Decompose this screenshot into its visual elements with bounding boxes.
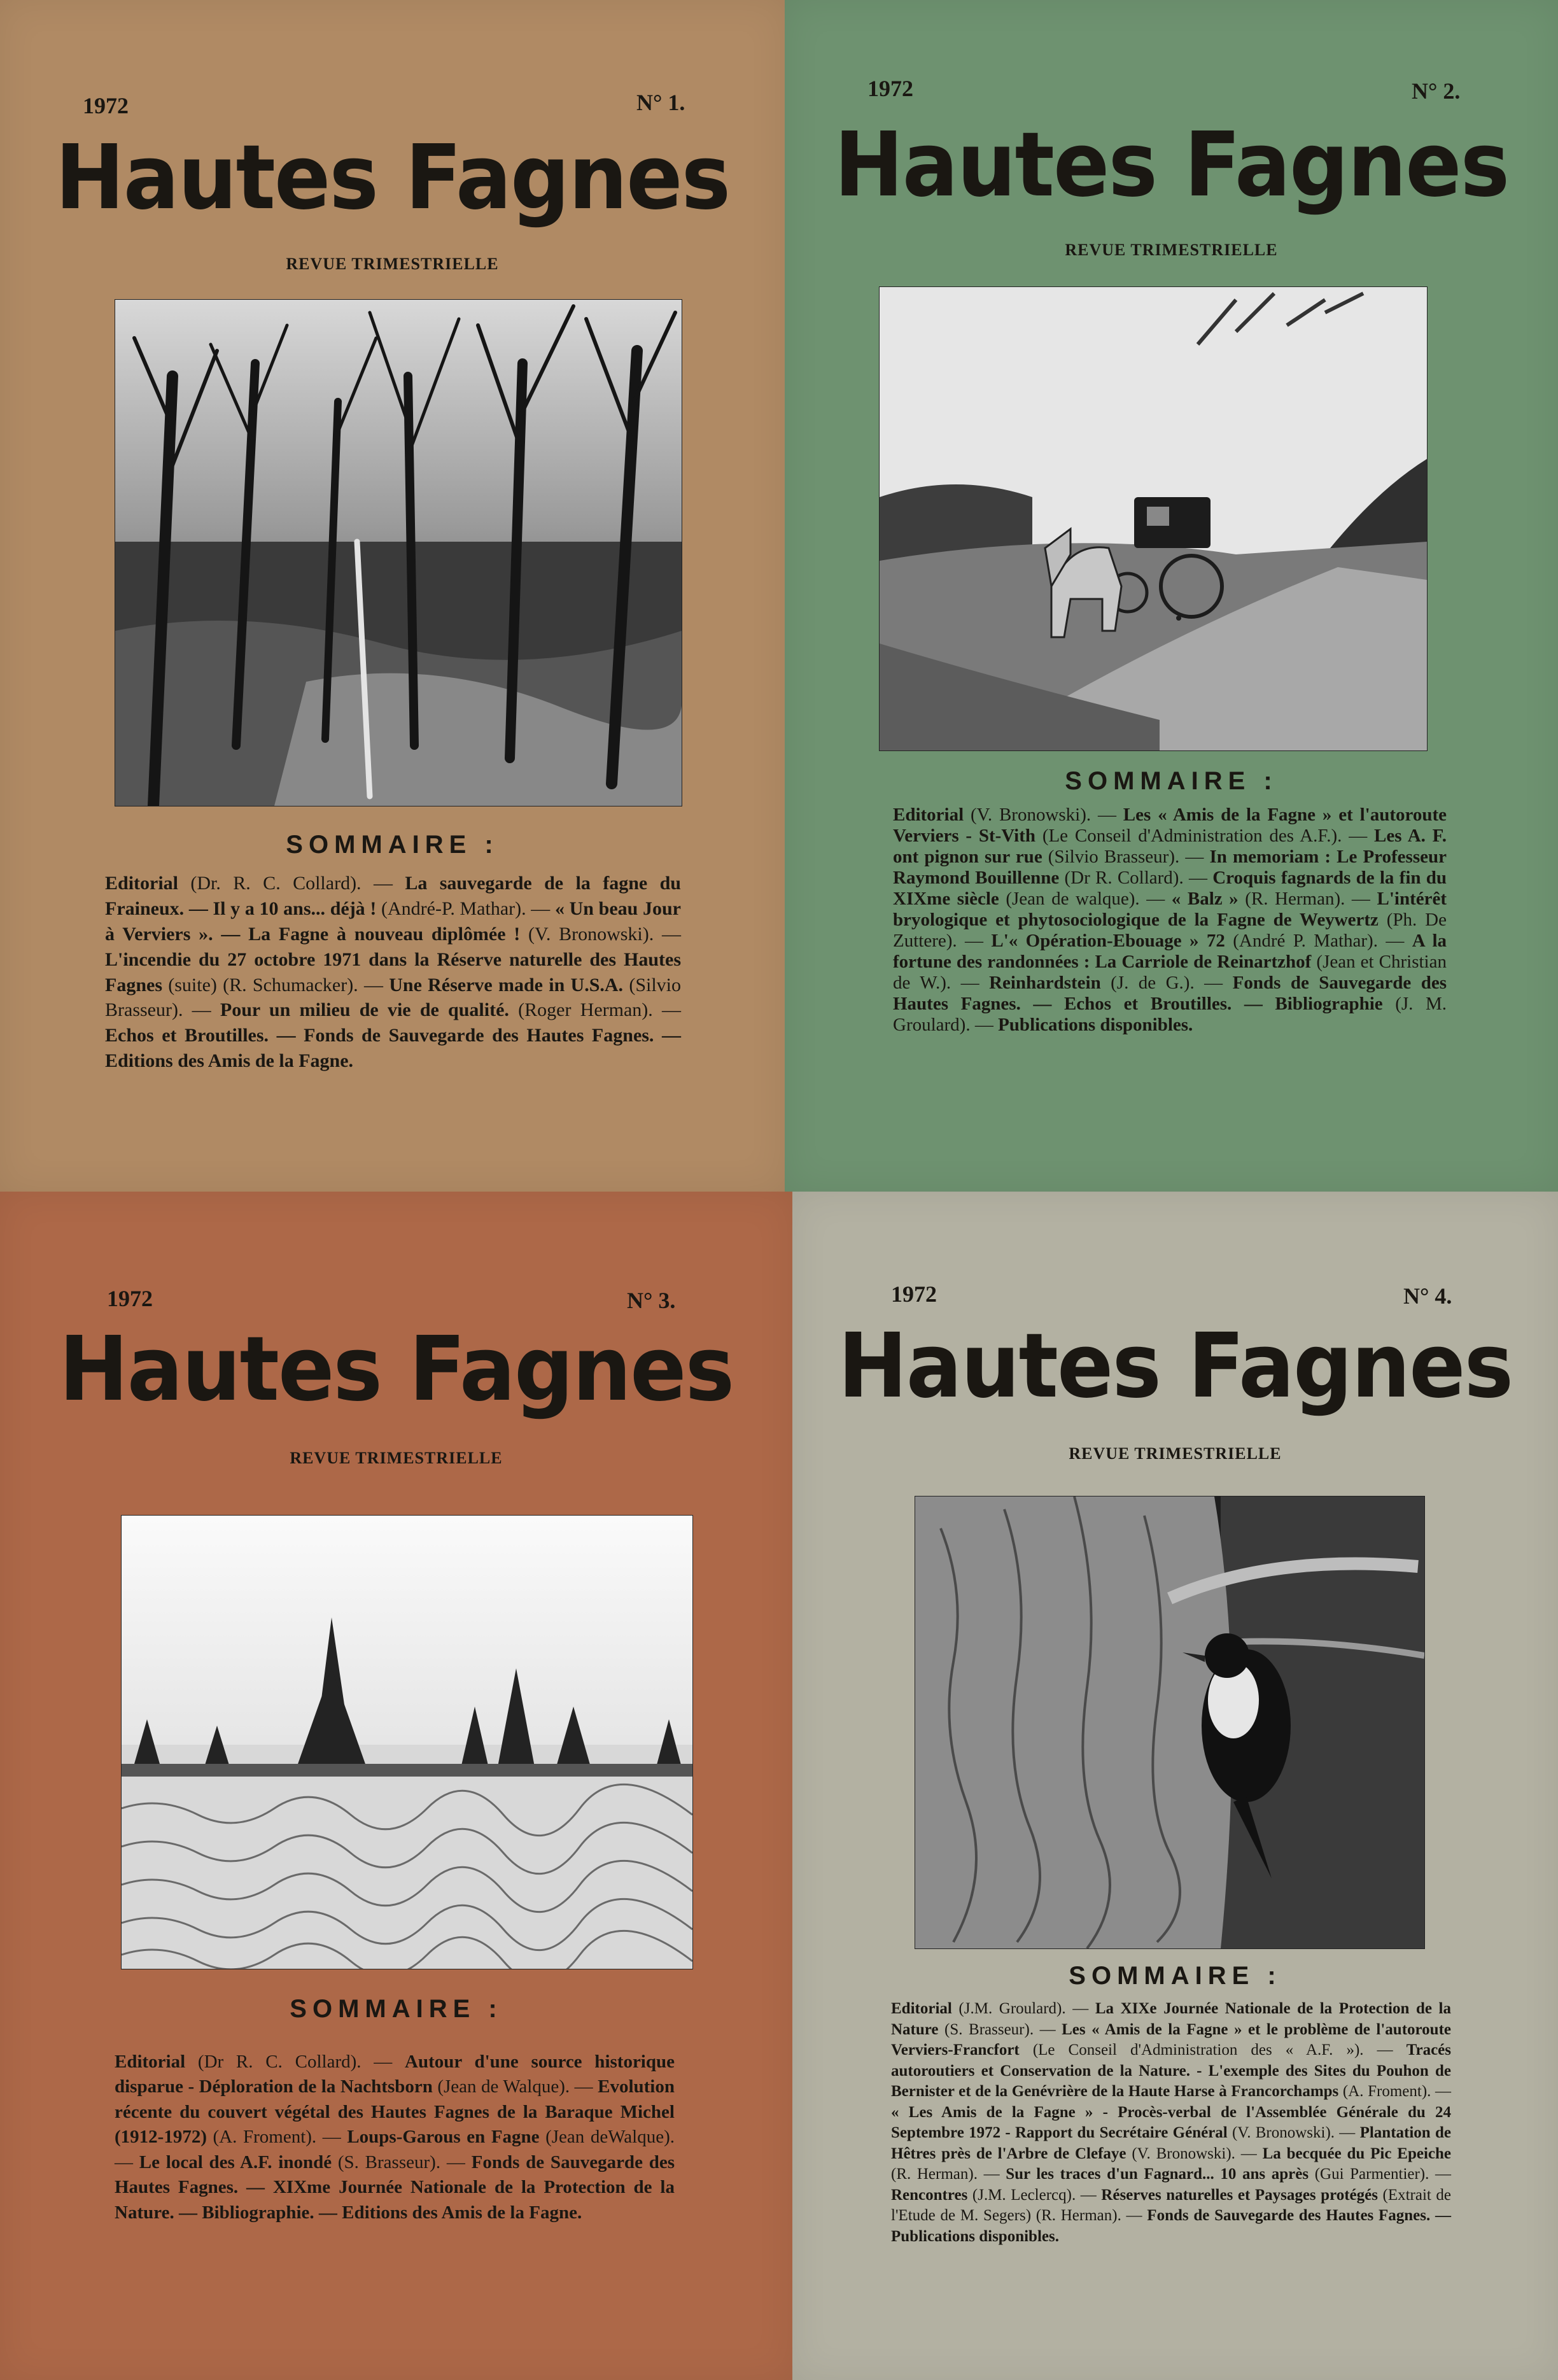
toc-author: (R. Herman). — bbox=[891, 2165, 1006, 2183]
toc-article-title: Réserves naturelles et Paysages protégés bbox=[1101, 2186, 1378, 2204]
table-of-contents bbox=[105, 871, 681, 1074]
toc-article-title: Une Réserve made in U.S.A. bbox=[389, 974, 624, 996]
cover-year: 1972 bbox=[107, 1286, 153, 1311]
toc-article-title: Editorial bbox=[891, 2000, 952, 2017]
woodpecker-on-trunk-photo bbox=[915, 1496, 1425, 1949]
toc-author: (A. Froment). — bbox=[1338, 2083, 1451, 2100]
cover-number: N° 2. bbox=[1412, 78, 1461, 104]
toc-article-title: La becquée du Pic Epeiche bbox=[1262, 2144, 1452, 2162]
toc-author: (Dr. R. C. Collard). — bbox=[178, 873, 405, 894]
bare-trees-fagne-photo bbox=[115, 299, 682, 806]
spruce-trees-grassland-photo bbox=[121, 1515, 693, 1969]
toc-author: (Jean de walque). — bbox=[999, 889, 1172, 910]
toc-article-title: Editorial bbox=[115, 2052, 186, 2072]
cover-year: 1972 bbox=[83, 93, 129, 118]
toc-author: (A. Froment). — bbox=[206, 2127, 347, 2148]
toc-author: (Roger Herman). — bbox=[509, 999, 681, 1021]
table-of-contents bbox=[893, 805, 1447, 1036]
horse-and-carriage-photo bbox=[879, 286, 1428, 751]
toc-article-title: Loups-Garous en Fagne bbox=[347, 2127, 540, 2148]
toc-author: (Ph. De Zuttere). — bbox=[893, 910, 1447, 952]
toc-author: (Jean et Christian de W.). — bbox=[893, 952, 1447, 994]
toc-author: (Gui Parmentier). — bbox=[1309, 2165, 1451, 2183]
toc-article-title: Publications disponibles. bbox=[998, 1015, 1193, 1036]
toc-author: (Dr R. Collard). — bbox=[1059, 868, 1213, 889]
toc-article-title: Editorial bbox=[105, 873, 179, 894]
toc-article-title: L'incendie du 27 octobre 1971 dans la Réserve naturelle des Hautes Fagnes bbox=[105, 948, 681, 996]
cover-number: N° 3. bbox=[627, 1288, 676, 1313]
toc-article-title: Le local des A.F. inondé bbox=[139, 2151, 332, 2172]
toc-article-title: Editorial bbox=[893, 805, 964, 825]
toc-article-title: Sur les traces d'un Fagnard... 10 ans après bbox=[1006, 2165, 1309, 2183]
toc-author: (André P. Mathar). — bbox=[1225, 931, 1412, 952]
toc-article-title: Croquis fagnards de la fin du XIXme siècle bbox=[893, 868, 1447, 910]
cover-3 bbox=[0, 1192, 792, 2380]
toc-author: (Silvio Brasseur). — bbox=[1042, 847, 1210, 868]
toc-author: (suite) (R. Schumacker). — bbox=[162, 974, 390, 996]
toc-article-title: L'« Opération-Ebouage » 72 bbox=[991, 931, 1225, 952]
toc-author: (V. Bronowski). — bbox=[520, 923, 681, 945]
toc-author: (Le Conseil d'Administration des A.F.). — bbox=[1035, 826, 1374, 847]
cover-year: 1972 bbox=[891, 1281, 937, 1307]
toc-article-title: Fonds de Sauvegarde des Hautes Fagnes. — XIXme Journée Nationale de la Protection de la Nature. — Bibliographie. — Editions des Amis de la Fagne. bbox=[115, 2151, 675, 2223]
toc-article-title: Fonds de Sauvegarde des Hautes Fagnes. — Echos et Broutilles. — Bibliographie bbox=[893, 973, 1447, 1015]
toc-article-title: La sauvegarde de la fagne du Fraineux. — Il y a 10 ans... déjà ! bbox=[105, 873, 681, 919]
toc-article-title: Autour d'une source historique disparue - Déploration de la Nachtsborn bbox=[115, 2052, 675, 2097]
cover-2 bbox=[785, 0, 1558, 1192]
toc-article-title: « Un beau Jour à Verviers ». — La Fagne à nouveau diplômée ! bbox=[105, 898, 681, 945]
cover-number: N° 4. bbox=[1403, 1283, 1452, 1309]
cover-subtitle: REVUE TRIMESTRIELLE bbox=[286, 255, 499, 273]
sommaire-heading: SOMMAIRE : bbox=[286, 831, 499, 859]
table-of-contents bbox=[891, 1999, 1451, 2247]
toc-article-title: « Balz » bbox=[1171, 889, 1239, 910]
toc-article-title: La XIXe Journée Nationale de la Protection de la Nature bbox=[891, 2000, 1451, 2038]
toc-article-title: Rencontres bbox=[891, 2186, 968, 2204]
cover-title: Hautes Fagnes bbox=[834, 113, 1509, 217]
toc-author: (Jean de Walque). — bbox=[432, 2076, 598, 2097]
toc-author: (Dr R. C. Collard). — bbox=[185, 2052, 405, 2072]
cover-4 bbox=[792, 1192, 1558, 2380]
toc-author: (J. de G.). — bbox=[1100, 973, 1233, 994]
toc-article-title: Les « Amis de la Fagne » et l'autoroute Verviers - St-Vith bbox=[893, 805, 1447, 847]
cover-title: Hautes Fagnes bbox=[59, 1318, 734, 1421]
toc-article-title: In memoriam : Le Professeur Raymond Bouillenne bbox=[893, 847, 1447, 889]
toc-author: (J. M. Groulard). — bbox=[893, 994, 1447, 1036]
toc-article-title: L'intérêt bryologique et phytosociologique de la Fagne de Weywertz bbox=[893, 889, 1447, 931]
toc-article-title: Plantation de Hêtres près de l'Arbre de Clefaye bbox=[891, 2124, 1451, 2162]
toc-author: (R. Herman). — bbox=[1238, 889, 1377, 910]
toc-article-title: Echos et Broutilles. — Fonds de Sauvegarde des Hautes Fagnes. — Editions des Amis de la Fagne. bbox=[105, 1025, 681, 1072]
cover-year: 1972 bbox=[867, 76, 913, 101]
toc-article-title: Reinhardstein bbox=[989, 973, 1101, 994]
toc-author: (Extrait de l'Etude de M. Segers) (R. Herman). — bbox=[891, 2186, 1452, 2224]
toc-author: (Silvio Brasseur). — bbox=[105, 974, 682, 1021]
cover-subtitle: REVUE TRIMESTRIELLE bbox=[290, 1449, 503, 1467]
toc-author: (J.M. Leclercq). — bbox=[967, 2186, 1102, 2204]
toc-article-title: Les « Amis de la Fagne » et le problème de l'autoroute Verviers-Francfort bbox=[891, 2020, 1451, 2059]
cover-subtitle: REVUE TRIMESTRIELLE bbox=[1065, 241, 1278, 259]
toc-article-title: « Les Amis de la Fagne » - Procès-verbal de l'Assemblée Générale du 24 Septembre 1972 - Rapport du Secrétaire Général bbox=[891, 2103, 1451, 2141]
table-of-contents bbox=[115, 2050, 675, 2225]
sommaire-heading: SOMMAIRE : bbox=[290, 1995, 503, 2023]
toc-article-title: Fonds de Sauvegarde des Hautes Fagnes. — Publications disponibles. bbox=[891, 2207, 1451, 2245]
toc-author: (André-P. Mathar). — bbox=[376, 898, 555, 919]
toc-article-title: Les A. F. ont pignon sur rue bbox=[893, 826, 1447, 868]
toc-author: (S. Brasseur). — bbox=[938, 2020, 1062, 2038]
cover-1 bbox=[0, 0, 785, 1192]
toc-author: (V. Bronowski). — bbox=[1126, 2144, 1263, 2162]
cover-title: Hautes Fagnes bbox=[55, 126, 730, 230]
toc-author: (V. Bronowski). — bbox=[1227, 2124, 1360, 2141]
toc-author: (Jean deWalque). — bbox=[115, 2127, 675, 2172]
cover-subtitle: REVUE TRIMESTRIELLE bbox=[1069, 1444, 1282, 1463]
toc-article-title: Evolution récente du couvert végétal des Hautes Fagnes de la Baraque Michel (1912-1972) bbox=[115, 2076, 675, 2148]
sommaire-heading: SOMMAIRE : bbox=[1069, 1962, 1282, 1990]
toc-author: (Le Conseil d'Administration des « A.F. »). — bbox=[1019, 2041, 1407, 2059]
toc-author: (V. Bronowski). — bbox=[964, 805, 1123, 825]
cover-number: N° 1. bbox=[636, 90, 685, 115]
toc-author: (S. Brasseur). — bbox=[332, 2151, 472, 2172]
toc-article-title: A la fortune des randonnées : La Carriole de Reinartzhof bbox=[893, 931, 1447, 973]
toc-author: (J.M. Groulard). — bbox=[951, 2000, 1095, 2017]
sommaire-heading: SOMMAIRE : bbox=[1065, 767, 1278, 795]
cover-title: Hautes Fagnes bbox=[838, 1314, 1513, 1418]
toc-article-title: Pour un milieu de vie de qualité. bbox=[220, 999, 509, 1021]
toc-article-title: Tracés autoroutiers et Conservation de la Nature. - L'exemple des Sites du Pouhon de Bernister et de la Genévrière de la Haute Harse à Francorchamps bbox=[891, 2041, 1451, 2100]
